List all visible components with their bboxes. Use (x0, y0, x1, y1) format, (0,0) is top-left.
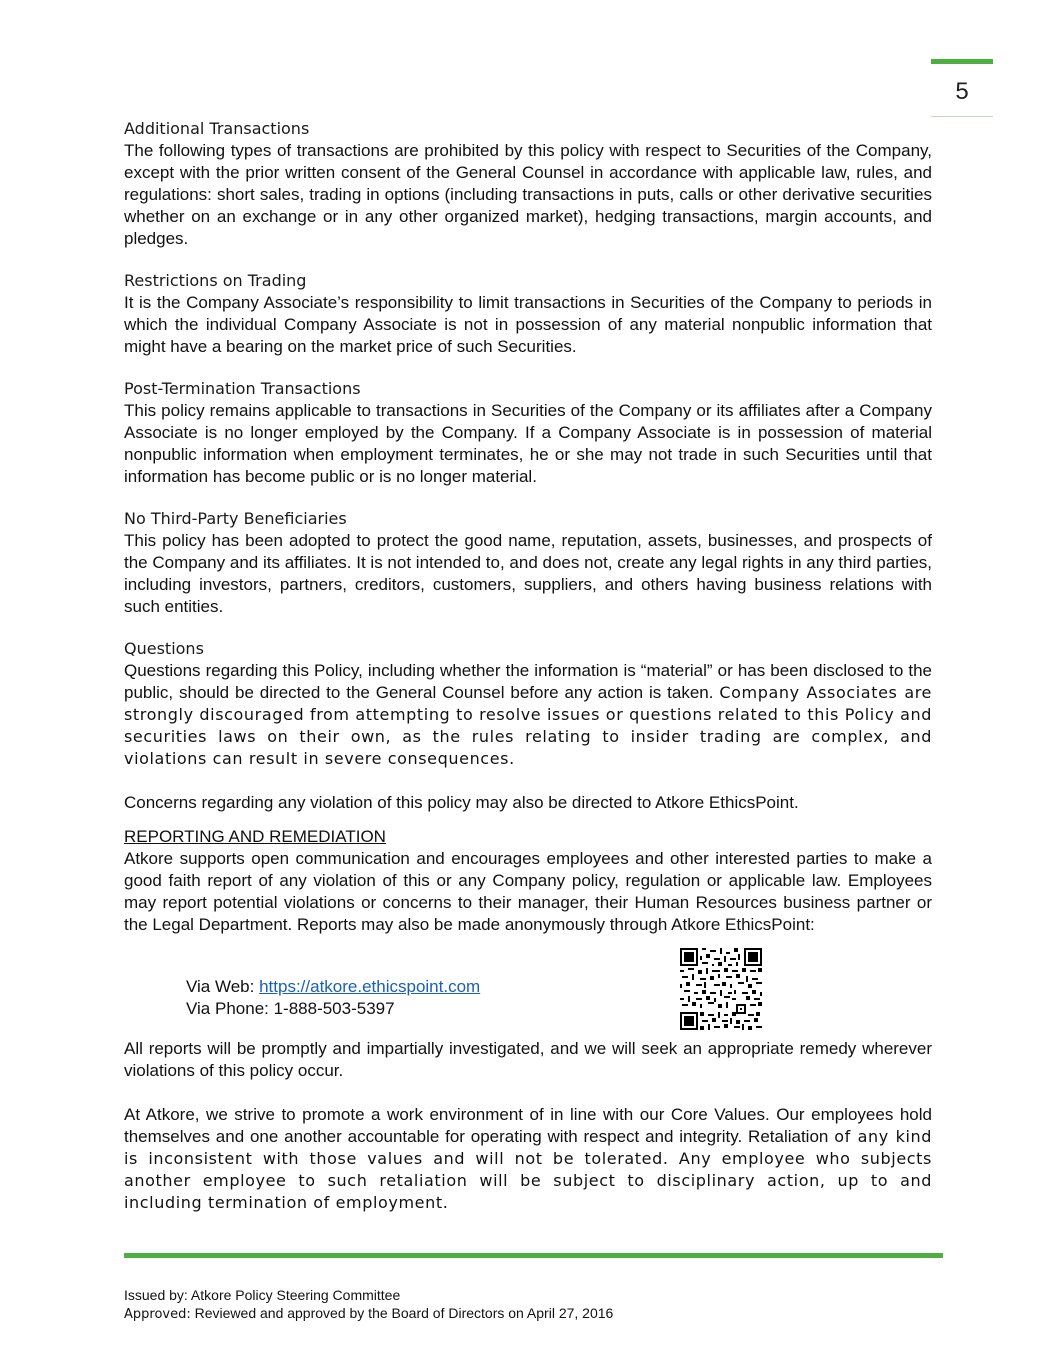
para-no-third-party: This policy has been adopted to protect the good name, reputation, assets, businesses, and prospects of the Company and its affiliates. It is not intended to, and does not, create any legal rights in any third parties, including investors, partners, creditors, customers, suppliers, and others having business relations with such entities. (124, 531, 932, 616)
para-investigated: All reports will be promptly and impartially investigated, and we will seek an appropriate remedy wherever violations of this policy occur. (124, 1039, 932, 1080)
para-core-values (124, 1104, 932, 1214)
document-body (124, 118, 932, 1214)
ethicspoint-link[interactable]: https://atkore.ethicspoint.com (259, 977, 481, 996)
footer-approved (124, 1304, 613, 1324)
para-additional-transactions: The following types of transactions are prohibited by this policy with respect to Securities of the Company, except with the prior written consent of the General Counsel in accordance with applicable law, rules, and regulations: short sales, trading in options (including transactions in puts, calls or other derivative securities whether on an exchange or in any other organized market), hedging transactions, margin accounts, and pledges. (124, 141, 932, 248)
para-concerns: Concerns regarding any violation of this policy may also be directed to Atkore EthicsPoint. (124, 793, 799, 812)
para-reporting: Atkore supports open communication and encourages employees and other interested parties to make a good faith report of any violation of this or any Company policy, regulation or applicable law. Employees may report potential violations or concerns to their manager, their Human Resources business partner or the Legal Department. Reports may also be made anonymously through Atkore EthicsPoint: (124, 849, 932, 934)
page-number-rule (931, 116, 993, 117)
para-questions (124, 660, 932, 770)
footer (124, 1286, 613, 1324)
questions-text-part2: Company Associates are strongly discouraged from attempting to resolve issues or questions related to this Policy and securities laws on their own, as the rules relating to insider trading are complex, and violations can result in severe consequences. (124, 683, 932, 768)
heading-additional-transactions: Additional Transactions (124, 119, 310, 138)
footer-approved-text: Reviewed and approved by the Board of Directors on April 27, 2016 (194, 1305, 614, 1321)
para-post-termination: This policy remains applicable to transactions in Securities of the Company or its affiliates after a Company Associate is no longer employed by the Company. If a Company Associate is in possession of material nonpublic information when employment terminates, he or she may not trade in such Securities until that information has become public or is no longer material. (124, 401, 932, 486)
questions-text-part1: Questions regarding this Policy, including whether the information is “material” or has been disclosed to the public, should be directed to the General Counsel before any action is taken. (124, 661, 932, 702)
core-values-part1: At Atkore, we strive to promote a work environment of in line with our Core Values. Our employees hold themselves and one another accountable for operating with respect and integrity. Retaliation (124, 1105, 932, 1146)
footer-approved-label: Approved: (124, 1307, 191, 1322)
footer-issued: Issued by: Atkore Policy Steering Committee (124, 1287, 401, 1303)
heading-questions: Questions (124, 639, 204, 658)
heading-reporting-remediation: REPORTING AND REMEDIATION (124, 827, 386, 846)
heading-post-termination: Post-Termination Transactions (124, 379, 361, 398)
heading-no-third-party: No Third-Party Beneficiaries (124, 509, 347, 528)
page-number-top-bar (931, 59, 993, 64)
heading-restrictions-on-trading: Restrictions on Trading (124, 271, 307, 290)
via-web-line (186, 976, 480, 998)
para-restrictions-on-trading: It is the Company Associate’s responsibility to limit transactions in Securities of the Company to periods in which the individual Company Associate is not in possession of any material nonpublic information that might have a bearing on the market price of such Securities. (124, 293, 932, 356)
via-phone-line: Via Phone: 1-888-503-5397 (186, 999, 395, 1018)
page-number: 5 (955, 78, 969, 105)
contact-block (124, 948, 932, 1038)
footer-divider (124, 1253, 943, 1258)
qr-code-icon (680, 948, 762, 1030)
via-web-label: Via Web: (186, 977, 255, 996)
core-values-part2: of any kind is inconsistent with those values and will not be tolerated. Any employee who subjects another employee to such retaliation will be subject to disciplinary action, up to and including termination of employment. (124, 1127, 932, 1212)
